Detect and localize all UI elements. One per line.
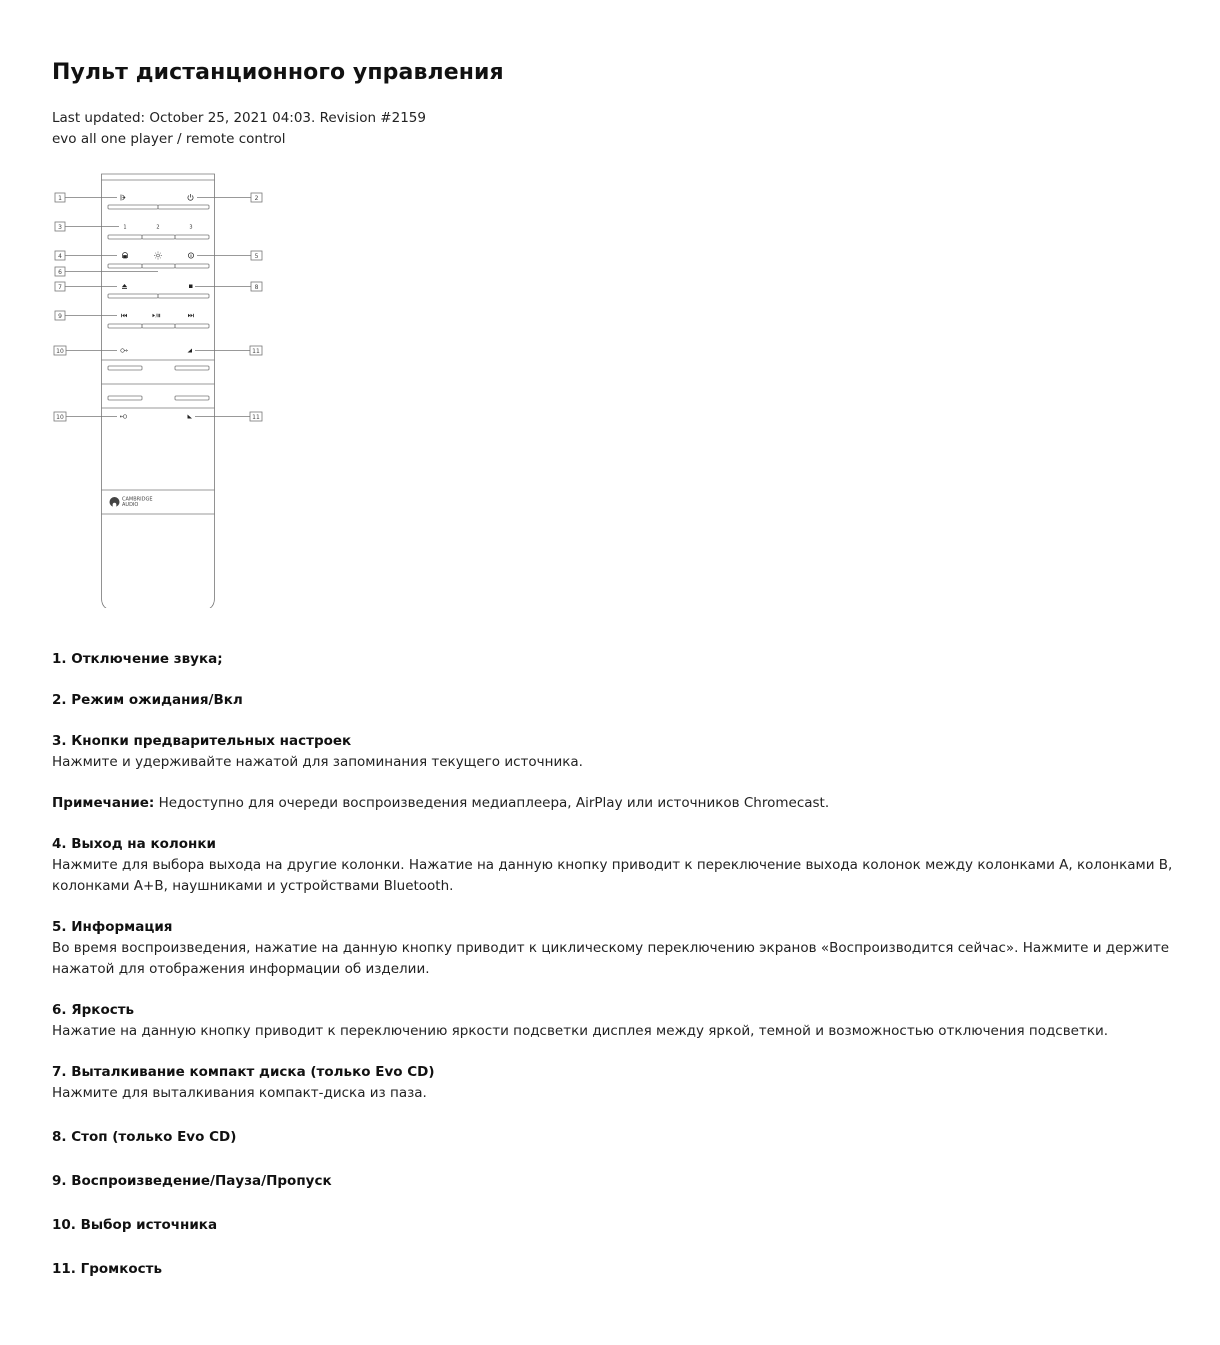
volume-up-icon[interactable] [188, 349, 193, 353]
remote-control-diagram [52, 168, 282, 608]
info-icon[interactable] [188, 253, 193, 258]
callout-7: 7 [58, 284, 62, 291]
power-icon[interactable] [188, 194, 193, 200]
callout-5: 5 [254, 253, 259, 260]
callout-10: 10 [56, 348, 64, 355]
section-stop [52, 1127, 1192, 1148]
mute-icon[interactable] [121, 195, 125, 201]
speaker-output-icon[interactable] [123, 253, 128, 259]
section-body: Нажатие на данную кнопку приводит к переключению яркости подсветки дисплея между яркой, темной и возможностью отключения подсветки. [52, 1023, 1109, 1039]
section-heading: 5. Информация [52, 919, 173, 935]
previous-track-icon[interactable] [121, 314, 127, 317]
article [52, 58, 1192, 608]
section-source [52, 1215, 1192, 1236]
callout-2: 2 [254, 195, 259, 202]
button-descriptions [52, 649, 1192, 1300]
section-standby [52, 690, 1192, 711]
callout-1: 1 [58, 195, 62, 202]
section-heading: 2. Режим ожидания/Вкл [52, 692, 243, 708]
callout-11: 11 [252, 348, 260, 355]
section-heading: 7. Выталкивание компакт диска (только Evo CD) [52, 1064, 435, 1080]
preset-2-label: 2 [156, 224, 160, 231]
section-body: Нажмите и удерживайте нажатой для запоминания текущего источника. [52, 754, 583, 770]
callout-8: 8 [254, 284, 259, 291]
logo-line-1: CAMBRIDGE [122, 496, 153, 503]
breadcrumb: evo all one player / remote control [52, 131, 286, 147]
last-updated: Last updated: October 25, 2021 04:03. Revision #2159 [52, 110, 426, 126]
stop-icon[interactable] [189, 285, 193, 289]
preset-3-label: 3 [189, 224, 193, 231]
note-text: Недоступно для очереди воспроизведения медиаплеера, AirPlay или источников Chromecast. [154, 795, 830, 811]
remote-diagram-svg [52, 168, 282, 608]
section-body: Во время воспроизведения, нажатие на данную кнопку приводит к циклическому переключению экранов «Воспроизводится сейчас». Нажмите и держите нажатой для отображения информации об изделии. [52, 940, 1170, 977]
play-pause-icon[interactable] [153, 314, 161, 318]
section-heading: 9. Воспроизведение/Пауза/Пропуск [52, 1173, 332, 1189]
callout-4: 4 [58, 253, 62, 260]
next-track-icon[interactable] [188, 314, 194, 317]
brightness-icon[interactable] [154, 252, 162, 260]
section-volume [52, 1259, 1192, 1280]
callout-3: 3 [58, 224, 62, 231]
eject-icon[interactable] [122, 284, 127, 289]
volume-down-icon[interactable] [188, 415, 193, 419]
section-heading: 6. Яркость [52, 1002, 135, 1018]
section-speaker-output [52, 834, 1192, 897]
section-heading: 10. Выбор источника [52, 1217, 218, 1233]
callout-11-lower: 11 [252, 414, 260, 421]
callout-6: 6 [58, 269, 62, 276]
logo-line-2: AUDIO [122, 502, 139, 508]
page-meta [52, 108, 1192, 150]
section-presets [52, 731, 1192, 773]
note [52, 793, 1192, 814]
section-presets-note [52, 793, 1192, 814]
section-play-pause-skip [52, 1171, 1192, 1192]
section-info [52, 917, 1192, 980]
section-heading: 11. Громкость [52, 1261, 162, 1277]
callout-10-lower: 10 [56, 414, 64, 421]
section-heading: 3. Кнопки предварительных настроек [52, 733, 352, 749]
source-next-icon[interactable] [121, 349, 128, 353]
preset-1-label: 1 [123, 224, 127, 231]
cambridge-audio-logo [110, 497, 153, 509]
section-heading: 1. Отключение звука; [52, 651, 223, 667]
page-title: Пульт дистанционного управления [52, 60, 504, 85]
section-body: Нажмите для выталкивания компакт-диска из паза. [52, 1085, 427, 1101]
section-heading: 8. Стоп (только Evo CD) [52, 1129, 237, 1145]
section-mute [52, 649, 1192, 670]
source-prev-icon[interactable] [120, 415, 127, 419]
callout-9: 9 [58, 313, 62, 320]
section-body: Нажмите для выбора выхода на другие колонки. Нажатие на данную кнопку приводит к переключение выхода колонок между колонками А, колонками В, колонками А+В, наушниками и устройствами Bluetooth. [52, 857, 1173, 894]
section-heading: 4. Выход на колонки [52, 836, 216, 852]
section-eject [52, 1062, 1192, 1104]
section-brightness [52, 1000, 1192, 1042]
note-label: Примечание: [52, 795, 155, 811]
